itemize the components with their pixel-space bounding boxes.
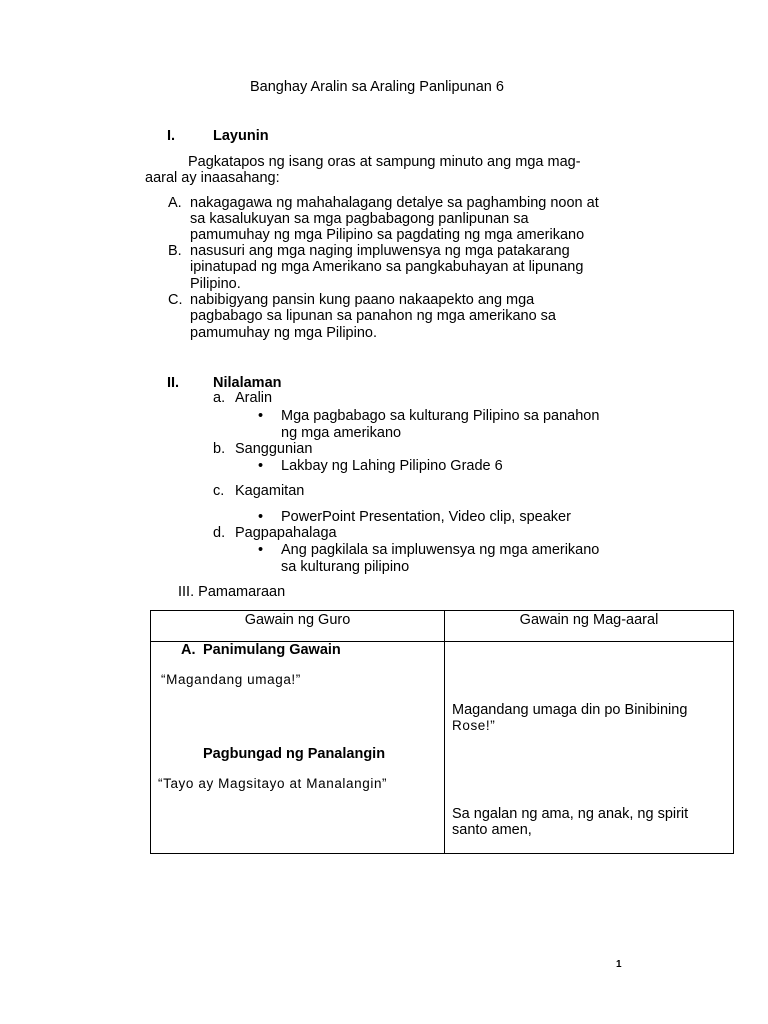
bullet-d-line-2: sa kulturang pilipino: [281, 559, 410, 575]
procedure-table: [150, 610, 734, 854]
bullet-a-glyph: •: [258, 408, 264, 424]
objective-c-line-3: pamumuhay ng mga Pilipino.: [190, 325, 377, 341]
objective-a-line-1: nakagagawa ng mahahalagang detalye sa paghambing noon at: [190, 195, 599, 211]
section-one-heading: Layunin: [213, 128, 269, 144]
activity-section-title: Panimulang Gawain: [203, 642, 341, 658]
student-activity-cell: [445, 642, 734, 854]
bullet-a-line-1: Mga pagbabago sa kulturang Pilipino sa panahon: [281, 408, 600, 424]
content-item-b-label: Sanggunian: [235, 441, 313, 457]
section-two-heading: Nilalaman: [213, 375, 282, 391]
objective-b-line-2: ipinatupad ng mga Amerikano sa pangkabuhayan at lipunang: [190, 259, 584, 275]
student-greeting-line-1: Magandang umaga din po Binibining: [452, 702, 688, 718]
content-item-a-marker: a.: [213, 390, 226, 406]
content-item-c-label: Kagamitan: [235, 483, 305, 499]
objective-b-line-3: Pilipino.: [190, 276, 241, 292]
bullet-b-line-1: Lakbay ng Lahing Pilipino Grade 6: [281, 458, 503, 474]
student-prayer-line-1: Sa ngalan ng ama, ng anak, ng spirit: [452, 806, 689, 822]
student-greeting-line-2: Rose!”: [452, 718, 496, 733]
document-title: Banghay Aralin sa Araling Panlipunan 6: [250, 79, 504, 95]
objective-b-marker: B.: [168, 243, 182, 259]
bullet-c-glyph: •: [258, 509, 264, 525]
teacher-activity-cell: [151, 642, 445, 854]
objective-c-marker: C.: [168, 292, 183, 308]
bullet-d-line-1: Ang pagkilala sa impluwensya ng mga amerikano: [281, 542, 600, 558]
table-row: [151, 642, 734, 854]
intro-line-1: Pagkatapos ng isang oras at sampung minuto ang mga mag-: [188, 154, 581, 170]
objective-c-line-1: nabibigyang pansin kung paano nakaapekto ang mga: [190, 292, 535, 308]
content-item-a-label: Aralin: [235, 390, 273, 406]
teacher-greeting: “Magandang umaga!”: [161, 672, 301, 687]
section-three-label: III. Pamamaraan: [178, 584, 286, 600]
page-number: 1: [616, 959, 622, 970]
table-header-row: [151, 611, 734, 642]
objective-c-line-2: pagbabago sa lipunan sa panahon ng mga amerikano sa: [190, 308, 556, 324]
bullet-a-line-2: ng mga amerikano: [281, 425, 402, 441]
objective-a-marker: A.: [168, 195, 182, 211]
activity-section-marker: A.: [181, 642, 196, 658]
section-one-number: I.: [167, 128, 176, 144]
teacher-prayer-call: “Tayo ay Magsitayo at Manalangin”: [158, 776, 388, 791]
intro-line-2: aaral ay inaasahang:: [145, 170, 280, 186]
student-prayer-line-2: santo amen,: [452, 822, 532, 838]
bullet-b-glyph: •: [258, 458, 264, 474]
section-two-number: II.: [167, 375, 180, 391]
objective-a-line-3: pamumuhay ng mga Pilipino sa pagdating ng mga amerikano: [190, 227, 585, 243]
header-student-activity: [445, 611, 734, 642]
content-item-b-marker: b.: [213, 441, 226, 457]
bullet-c-line-1: PowerPoint Presentation, Video clip, speaker: [281, 509, 571, 525]
header-teacher-label: Gawain ng Guro: [244, 612, 351, 628]
content-item-c-marker: c.: [213, 483, 225, 499]
objective-b-line-1: nasusuri ang mga naging impluwensya ng mga patakarang: [190, 243, 570, 259]
bullet-d-glyph: •: [258, 542, 264, 558]
objective-a-line-2: sa kasalukuyan sa mga pagbabagong panlipunan sa: [190, 211, 529, 227]
content-item-d-label: Pagpapahalaga: [235, 525, 337, 541]
prayer-title: Pagbungad ng Panalangin: [203, 746, 386, 762]
header-teacher-activity: [151, 611, 445, 642]
header-student-label: Gawain ng Mag-aaral: [519, 612, 659, 628]
content-item-d-marker: d.: [213, 525, 226, 541]
